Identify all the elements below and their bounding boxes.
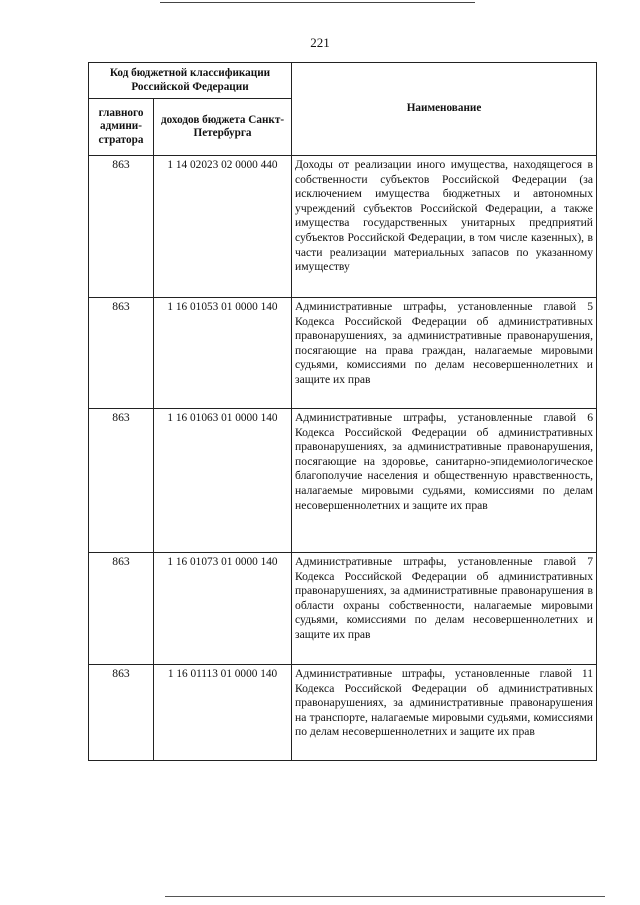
table-row [89, 298, 597, 409]
name-cell: Административные штрафы, установленные главой 11 Кодекса Российской Федерации об административных правонарушениях, за административные правонарушения на транспорте, налагаемые мировыми судьями, комиссиями по делам несовершеннолетних и защите их прав [292, 665, 597, 761]
income-code-cell: 1 14 02023 02 0000 440 [154, 156, 292, 298]
bottom-rule [165, 896, 605, 897]
admin-code-cell: 863 [89, 298, 154, 409]
name-cell: Доходы от реализации иного имущества, находящегося в собственности субъектов Российской Федерации (за исключением имущества бюджетных и автономных учреждений субъектов Российской Федерации, а также имущества государственных унитарных предприятий субъектов Российской Федерации, в том числе казенных), в части реализации материальных запасов по указанному имуществу [292, 156, 597, 298]
header-group-label: Код бюджетной классификации Российской Федерации [89, 63, 292, 99]
name-cell: Административные штрафы, установленные главой 7 Кодекса Российской Федерации об административных правонарушениях, за административные правонарушения в области охраны собственности, налагаемые мировыми судьями, комиссиями по делам несовершеннолетних и защите их прав [292, 553, 597, 665]
admin-code-cell: 863 [89, 409, 154, 553]
admin-code-cell: 863 [89, 156, 154, 298]
admin-code-cell: 863 [89, 553, 154, 665]
header-row-top [89, 63, 597, 99]
budget-classification-table [88, 62, 597, 761]
table-row [89, 156, 597, 298]
income-code-cell: 1 16 01073 01 0000 140 [154, 553, 292, 665]
table-row [89, 409, 597, 553]
income-code-cell: 1 16 01113 01 0000 140 [154, 665, 292, 761]
header-name: Наименование [292, 63, 597, 156]
name-cell: Административные штрафы, установленные главой 6 Кодекса Российской Федерации об административных правонарушениях, за административные правонарушения, посягающие на здоровье, санитарно-эпидемиологическое благополучие населения и общественную нравственность, налагаемые мировыми судьями, комиссиями по делам несовершеннолетних и защите их прав [292, 409, 597, 553]
name-cell: Административные штрафы, установленные главой 5 Кодекса Российской Федерации об административных правонарушениях, за административные правонарушения, посягающие на права граждан, налагаемые мировыми судьями, комиссиями по делам несовершеннолетних и защите их прав [292, 298, 597, 409]
page-number: 221 [310, 35, 330, 50]
income-code-cell: 1 16 01063 01 0000 140 [154, 409, 292, 553]
header-income: доходов бюджета Санкт-Петербурга [154, 99, 292, 156]
header-admin: главного админи-стратора [89, 99, 154, 156]
admin-code-cell: 863 [89, 665, 154, 761]
table-row [89, 553, 597, 665]
table-row [89, 665, 597, 761]
top-rule [160, 2, 475, 3]
income-code-cell: 1 16 01053 01 0000 140 [154, 298, 292, 409]
